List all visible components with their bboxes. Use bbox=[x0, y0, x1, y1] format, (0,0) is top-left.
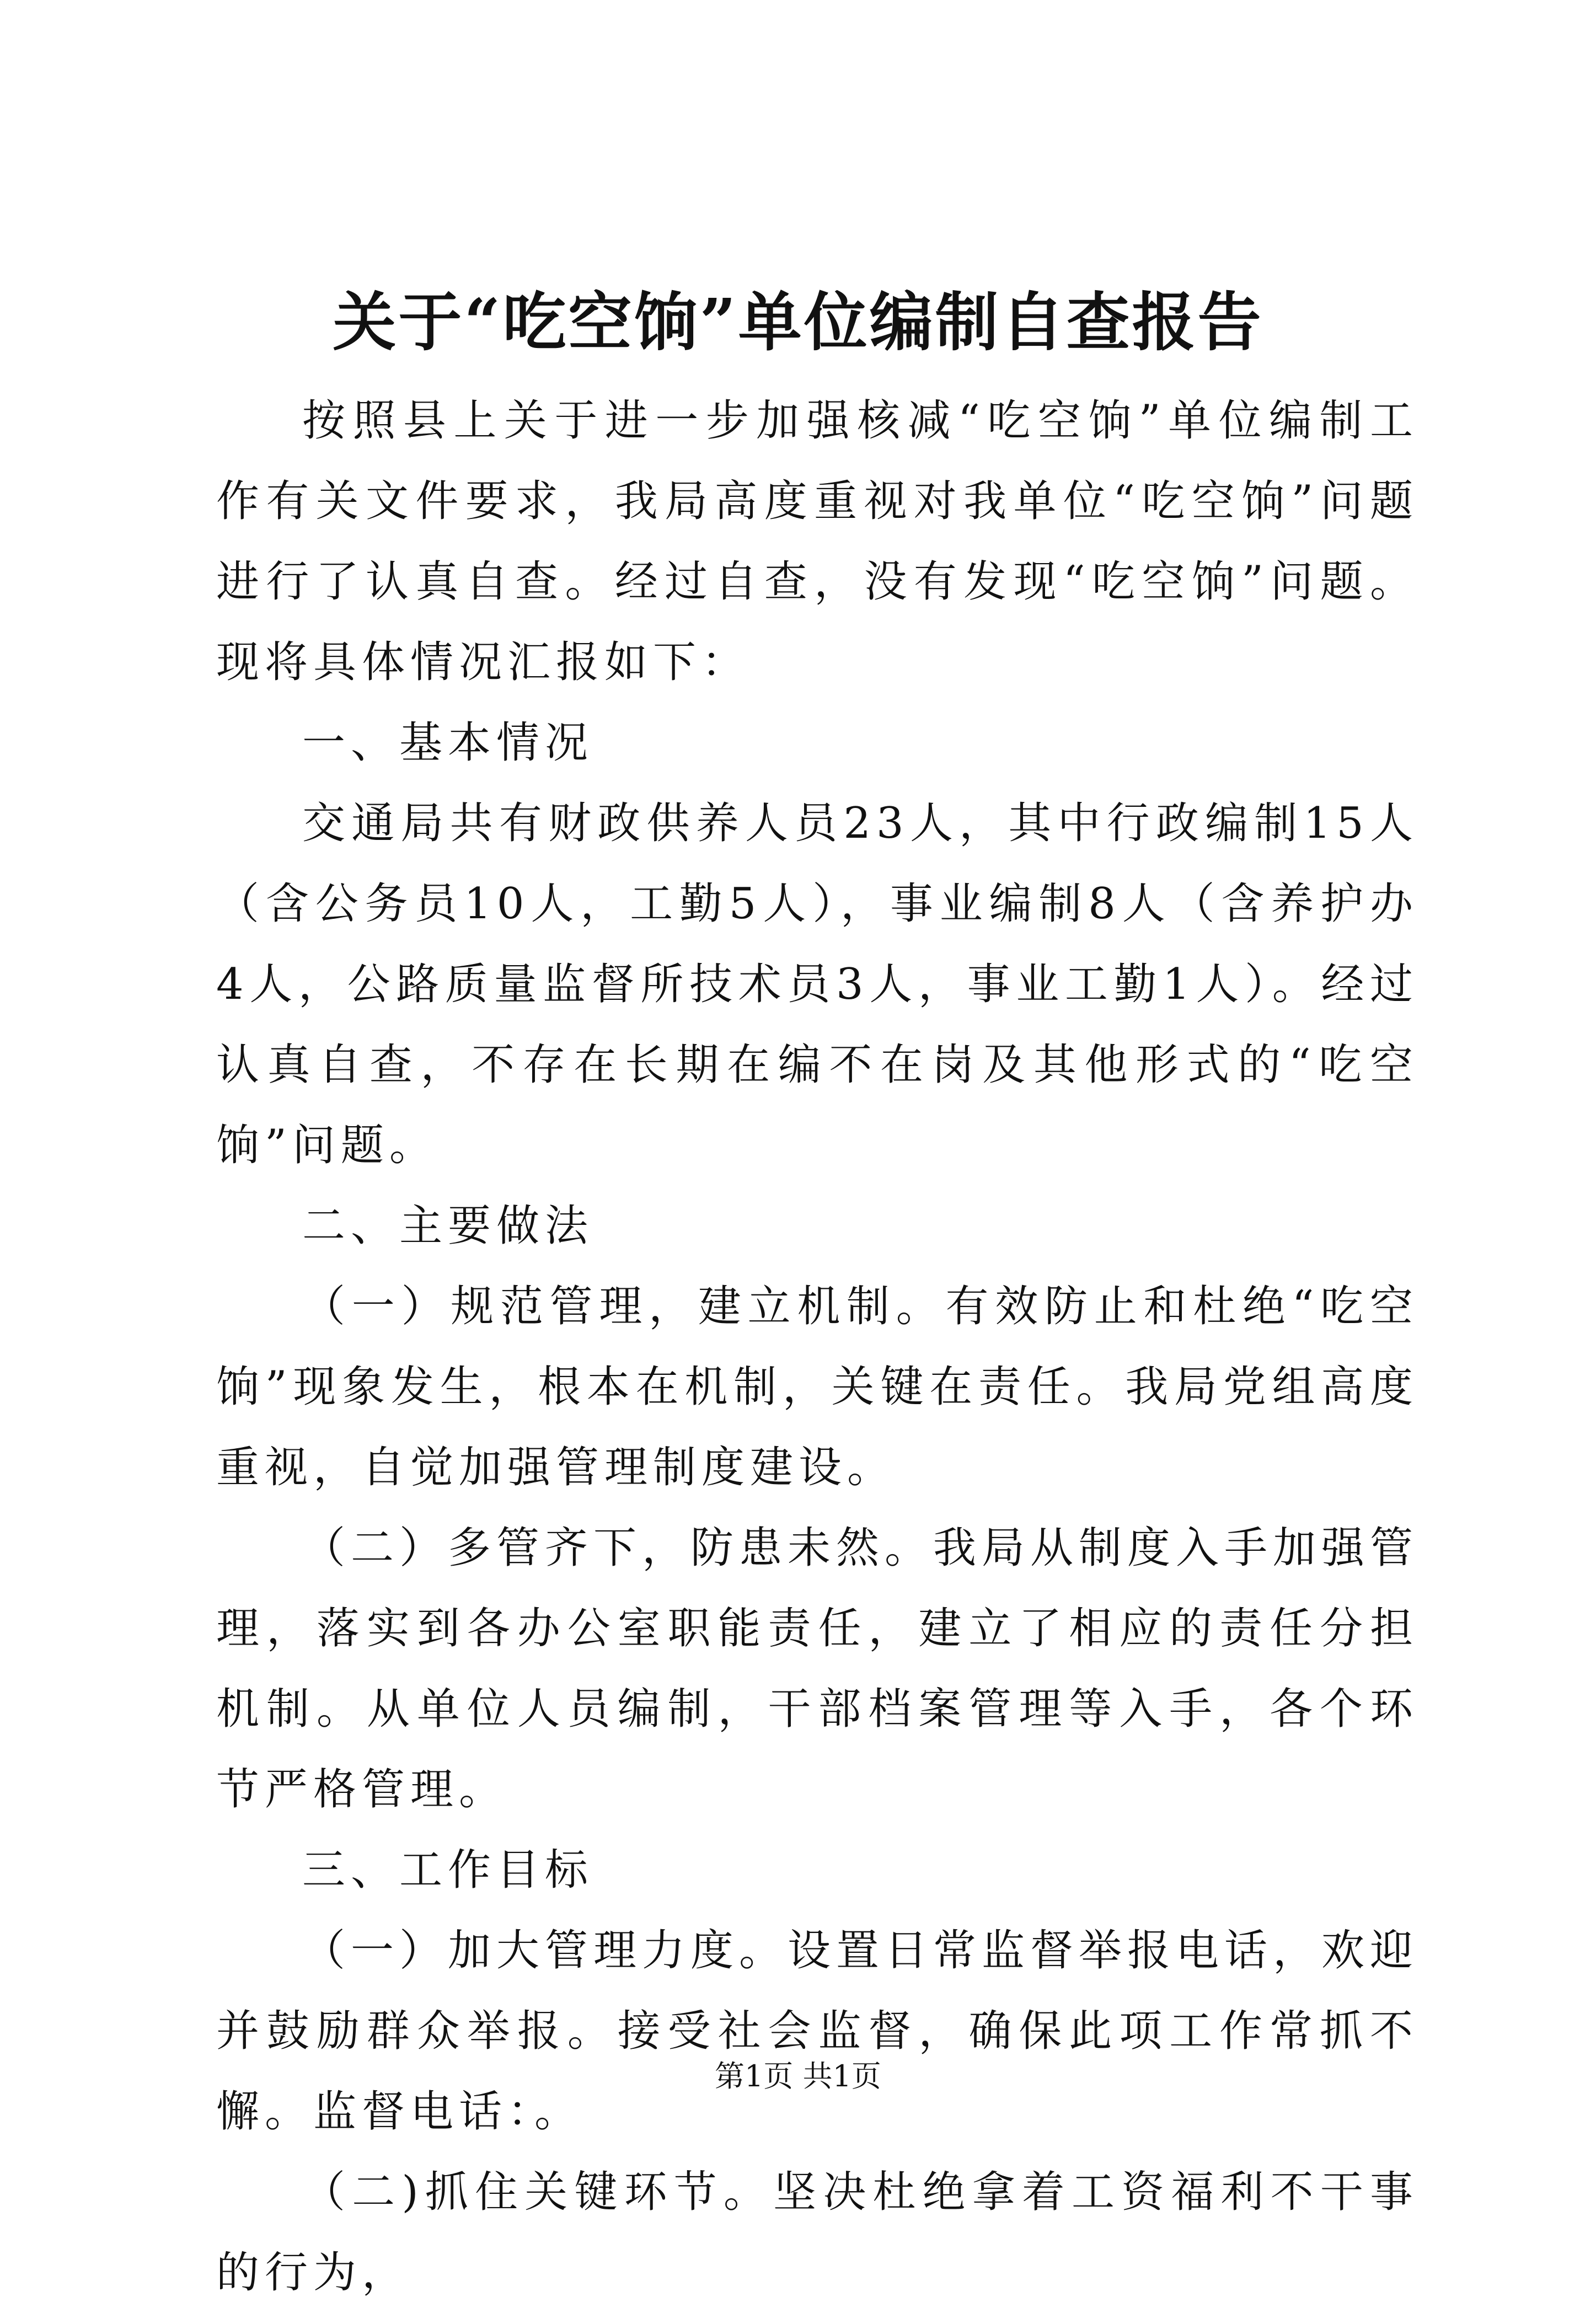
goal-item-1-paragraph: （一）加大管理力度。设置日常监督举报电话，欢迎并鼓励群众举报。接受社会监督，确保此项工作常抓不懈。监督电话：。 bbox=[216, 1926, 1419, 2137]
goal-item-2-paragraph: （二)抓住关键环节。坚决杜绝拿着工资福利不干事的行为， bbox=[216, 2167, 1418, 2298]
section-heading-work-goals: 三、工作目标 bbox=[302, 1845, 594, 1895]
practice-item-2-paragraph: （二）多管齐下，防患未然。我局从制度入手加强管理，落实到各办公室职能责任，建立了相应的责任分担机制。从单位人员编制，干部档案管理等入手，各个环节严格管理。 bbox=[216, 1523, 1419, 1814]
document-body bbox=[216, 381, 1418, 2313]
document-title: 关于“吃空饷”单位编制自查报告 bbox=[333, 285, 1263, 360]
practice-item-1-paragraph: （一）规范管理，建立机制。有效防止和杜绝“吃空饷”现象发生，根本在机制，关键在责任。我局党组高度重视，自觉加强管理制度建设。 bbox=[216, 1282, 1418, 1492]
section-heading-basic-situation: 一、基本情况 bbox=[302, 718, 594, 768]
intro-paragraph: 按照县上关于进一步加强核减“吃空饷”单位编制工作有关文件要求，我局高度重视对我单位“吃空饷”问题进行了认真自查。经过自查，没有发现“吃空饷”问题。现将具体情况汇报如下： bbox=[216, 396, 1418, 687]
basic-situation-paragraph: 交通局共有财政供养人员23人，其中行政编制15人（含公务员10人，工勤5人），事业编制8人（含养护办4人，公路质量监督所技术员3人，事业工勤1人）。经过认真自查，不存在长期在编不在岗及其他形式的“吃空饷”问题。 bbox=[216, 799, 1418, 1170]
page-number-footer: 第1页 共1页 bbox=[715, 2059, 881, 2094]
section-heading-main-practices: 二、主要做法 bbox=[302, 1201, 594, 1251]
